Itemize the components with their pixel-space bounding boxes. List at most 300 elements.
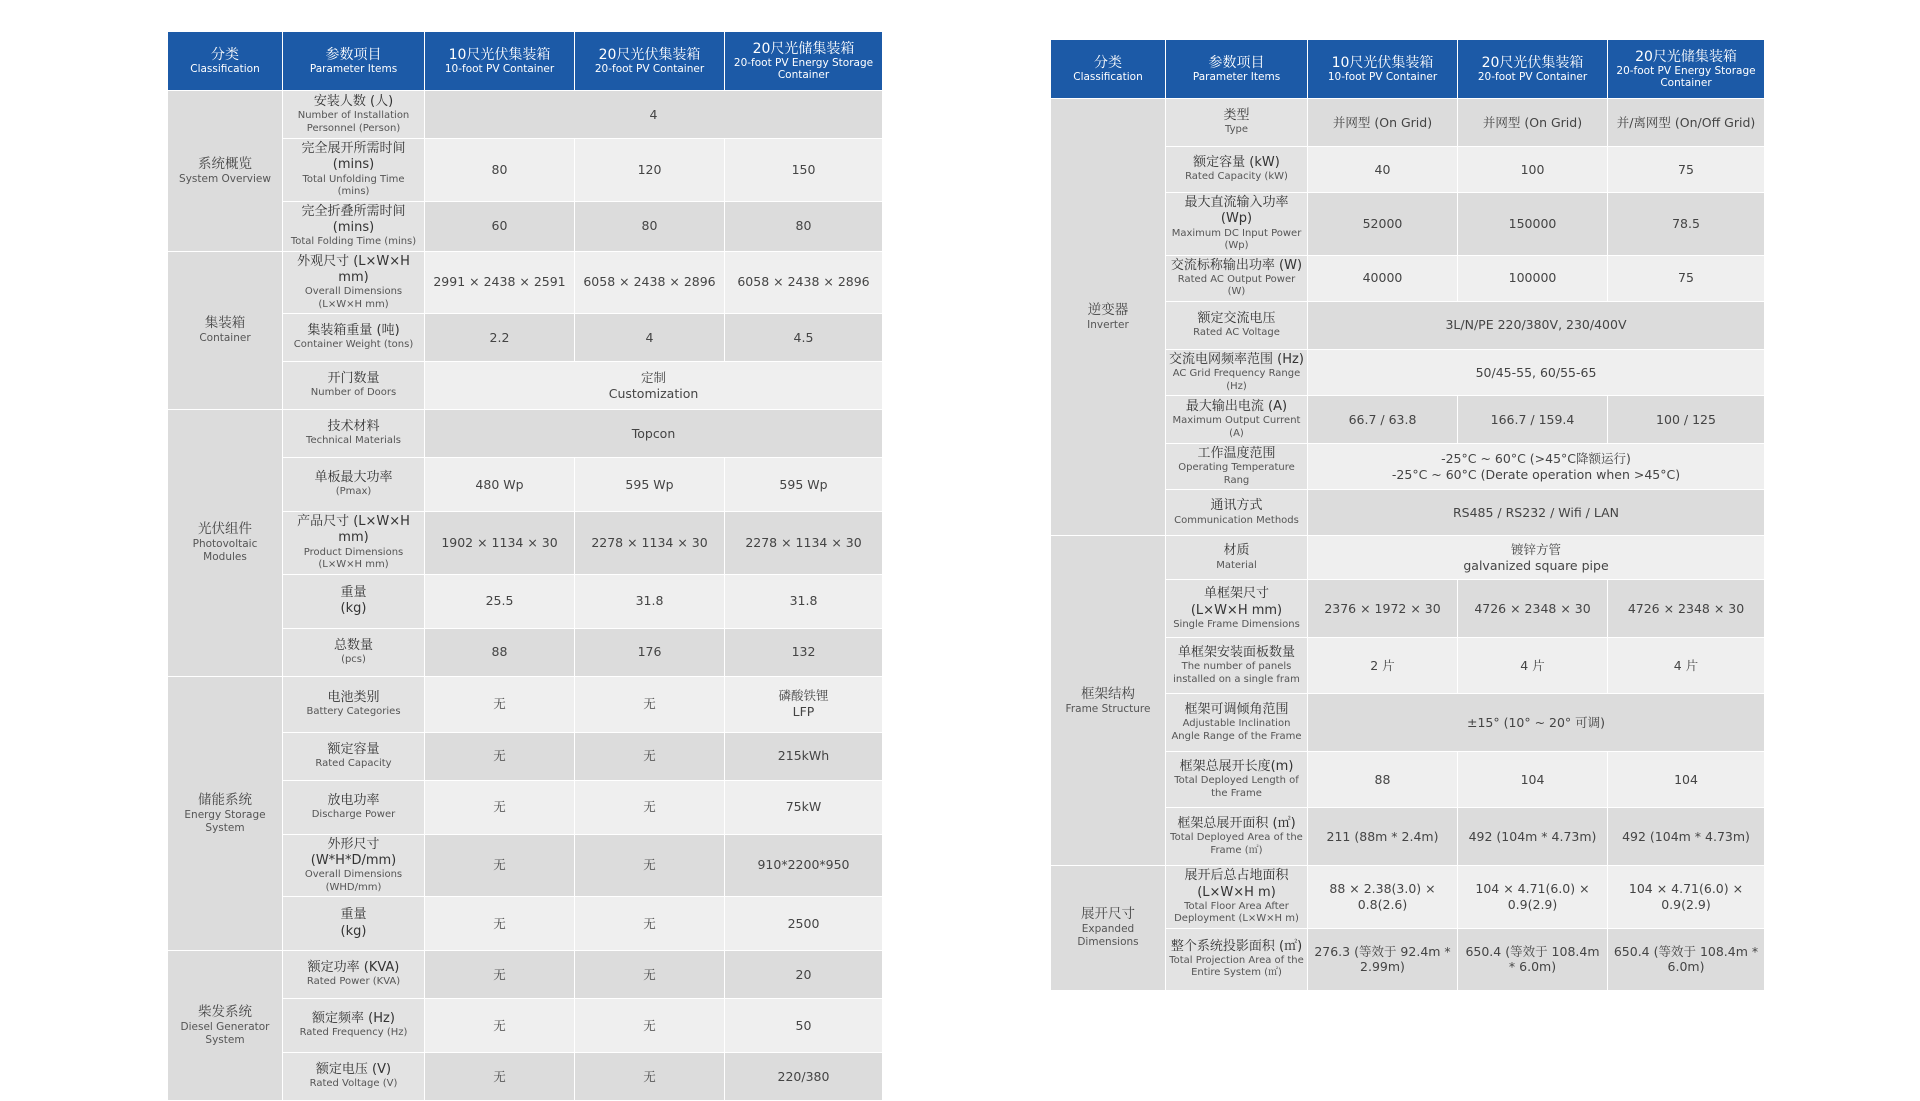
parameter-cell <box>1166 490 1308 536</box>
value-cell <box>1308 396 1458 444</box>
value-text: 2.2 <box>489 329 510 345</box>
value-text: 4.5 <box>793 329 814 345</box>
parameter-zh-unit: (L×W×H mm) <box>1190 602 1283 618</box>
parameter-zh-unit: (kg) <box>340 601 367 616</box>
category-zh: 集装箱 <box>204 315 246 332</box>
value-text: 100000 <box>1508 270 1557 286</box>
column-header-zh: 20尺光储集装箱 <box>752 40 855 57</box>
parameter-en: Technical Materials <box>306 435 401 447</box>
value-cell <box>1458 580 1608 638</box>
column-header-zh: 10尺光伏集装箱 <box>448 46 551 63</box>
parameter-cell <box>1166 147 1308 193</box>
value-text: 80 <box>641 218 658 234</box>
parameter-zh: 材质 <box>1223 543 1250 559</box>
parameter-zh: 额定交流电压 <box>1197 310 1276 326</box>
value-cell <box>1458 255 1608 301</box>
value-cell <box>1308 99 1458 147</box>
table-row <box>168 951 883 999</box>
parameter-en: Communication Methods <box>1174 514 1299 526</box>
value-cell <box>425 512 575 575</box>
parameter-cell <box>283 676 425 732</box>
value-cell <box>725 251 883 314</box>
parameter-en: Product Dimensions (L×W×H mm) <box>303 546 404 570</box>
value-text: 无 <box>643 857 656 873</box>
value-cell <box>425 897 575 951</box>
value-text: 无 <box>643 1068 656 1084</box>
value-cell <box>575 314 725 362</box>
value-text: 88 <box>491 644 508 660</box>
parameter-en: AC Grid Frequency Range (Hz) <box>1172 368 1301 392</box>
value-text: 492 (104m * 4.73m) <box>1468 828 1597 844</box>
parameter-cell <box>1166 928 1308 990</box>
value-text: 650.4 (等效于 108.4m * 6.0m) <box>1613 943 1759 975</box>
parameter-en: (Pmax) <box>335 486 372 498</box>
column-header <box>1608 40 1765 99</box>
parameter-cell <box>1166 396 1308 444</box>
value-cell <box>1608 193 1765 256</box>
value-text: 无 <box>643 915 656 931</box>
value-cell <box>725 834 883 897</box>
value-cell <box>425 458 575 512</box>
value-text: 595 Wp <box>779 476 828 492</box>
value-cell <box>425 1053 575 1101</box>
value-cell <box>725 780 883 834</box>
value-cell <box>1458 752 1608 808</box>
category-en: Photovoltaic Modules <box>192 538 258 564</box>
category-cell <box>168 410 283 677</box>
value-text: 4726 × 2348 × 30 <box>1627 600 1745 616</box>
parameter-zh: 安装人数 (人) <box>313 93 394 109</box>
category-zh: 柴发系统 <box>198 1003 252 1020</box>
merged-value-cell <box>1308 490 1765 536</box>
parameter-zh: 框架可调倾角范围 <box>1184 702 1289 718</box>
parameter-zh: 工作温度范围 <box>1197 446 1276 461</box>
value-text: 定制 <box>640 369 666 385</box>
value-text: 3L/N/PE 220/380V, 230/400V <box>1445 317 1627 333</box>
category-zh: 光伏组件 <box>198 521 252 538</box>
category-cell <box>1051 866 1166 991</box>
value-text: 无 <box>643 966 656 982</box>
value-text: -25°C ~ 60°C (>45°C降额运行) <box>1441 451 1631 466</box>
value-cell <box>725 574 883 628</box>
parameter-zh: 重量 <box>340 584 367 600</box>
column-header-en: 10-foot PV Container <box>1327 71 1438 84</box>
value-cell <box>725 897 883 951</box>
parameter-en: Overall Dimensions (L×W×H mm) <box>304 286 403 310</box>
parameter-zh: 交流电网频率范围 (Hz) <box>1169 351 1304 367</box>
value-text: 150 <box>791 161 816 177</box>
category-zh: 展开尺寸 <box>1081 906 1135 923</box>
category-cell <box>168 91 283 252</box>
value-cell <box>575 732 725 780</box>
value-cell <box>1608 99 1765 147</box>
value-text: Topcon <box>631 425 676 441</box>
value-cell <box>575 999 725 1053</box>
parameter-cell <box>1166 349 1308 395</box>
value-cell <box>1458 866 1608 929</box>
value-cell <box>1308 638 1458 694</box>
column-header-en: 20-foot PV Energy Storage Container <box>733 56 874 82</box>
table-row <box>168 676 883 732</box>
value-text: 66.7 / 63.8 <box>1348 411 1417 427</box>
parameter-cell <box>1166 193 1308 256</box>
parameter-zh: 技术材料 <box>327 419 380 435</box>
right-spec-table <box>1050 39 1765 991</box>
parameter-zh: 重量 <box>340 907 367 923</box>
value-cell <box>1608 752 1765 808</box>
category-zh: 框架结构 <box>1081 685 1135 702</box>
parameter-zh: 单框架尺寸 <box>1203 586 1269 602</box>
category-cell <box>168 951 283 1101</box>
value-cell <box>1458 193 1608 256</box>
parameter-zh: 额定频率 (Hz) <box>312 1011 395 1027</box>
parameter-en: (pcs) <box>341 653 366 665</box>
column-header-zh: 20尺光伏集装箱 <box>598 46 701 63</box>
parameter-en: Rated Capacity (kW) <box>1185 171 1288 183</box>
parameter-zh: 外形尺寸 (W*H*D/mm) <box>310 836 397 868</box>
value-text: 480 Wp <box>475 476 524 492</box>
value-cell <box>1608 928 1765 990</box>
value-text: 无 <box>493 857 506 873</box>
merged-value-cell <box>425 362 883 410</box>
parameter-zh: 总数量 <box>333 637 373 653</box>
parameter-en: The number of panels installed on a single fram <box>1173 661 1300 685</box>
value-cell <box>725 201 883 251</box>
value-text-en: LFP <box>792 704 815 719</box>
value-cell <box>575 251 725 314</box>
value-text: 无 <box>643 1017 656 1033</box>
parameter-en: Maximum DC Input Power (Wp) <box>1171 227 1302 251</box>
parameter-en: Overall Dimensions (WHD/mm) <box>304 869 403 893</box>
parameter-cell <box>1166 694 1308 752</box>
value-cell <box>575 951 725 999</box>
value-text: 1902 × 1134 × 30 <box>441 534 558 550</box>
value-text-en: Customization <box>608 385 699 401</box>
value-text: RS485 / RS232 / Wifi / LAN <box>1452 504 1619 520</box>
parameter-en: Discharge Power <box>311 808 396 820</box>
value-text: 并网型 (On Grid) <box>1332 114 1433 130</box>
value-text: 4 <box>649 106 658 122</box>
parameter-zh: 交流标称输出功率 (W) <box>1170 257 1303 273</box>
value-text: 50/45-55, 60/55-65 <box>1475 364 1597 380</box>
value-cell <box>575 628 725 676</box>
column-header-zh: 10尺光伏集装箱 <box>1331 54 1434 71</box>
value-text: 无 <box>493 696 506 712</box>
parameter-cell <box>1166 866 1308 929</box>
value-text: 31.8 <box>789 593 818 609</box>
value-text: 132 <box>791 644 816 660</box>
value-cell <box>575 897 725 951</box>
value-text: 78.5 <box>1672 215 1700 231</box>
parameter-zh: 类型 <box>1223 108 1250 124</box>
value-cell <box>425 628 575 676</box>
value-cell <box>725 139 883 202</box>
parameter-cell <box>283 314 425 362</box>
value-text: 40000 <box>1362 270 1403 286</box>
parameter-en: Rated Voltage (V) <box>309 1078 398 1090</box>
column-header <box>1458 40 1608 99</box>
value-cell <box>425 834 575 897</box>
header-row <box>168 32 883 91</box>
value-text: 60 <box>491 218 508 234</box>
parameter-cell <box>283 512 425 575</box>
value-cell <box>575 676 725 732</box>
value-cell <box>1308 147 1458 193</box>
value-text: 88 × 2.38(3.0) × 0.8(2.6) <box>1329 881 1436 912</box>
parameter-zh: 产品尺寸 (L×W×H mm) <box>297 514 410 546</box>
value-text: 无 <box>643 799 656 815</box>
parameter-cell <box>283 574 425 628</box>
value-text: 80 <box>491 161 508 177</box>
category-en: System Overview <box>179 172 271 185</box>
parameter-en: Total Deployed Length of the Frame <box>1174 775 1299 799</box>
category-en: Energy Storage System <box>184 808 266 834</box>
parameter-cell <box>1166 808 1308 866</box>
parameter-zh: 额定容量 <box>327 741 380 757</box>
category-en: Container <box>199 332 251 345</box>
parameter-cell <box>283 362 425 410</box>
value-cell <box>425 999 575 1053</box>
column-header <box>1051 40 1166 99</box>
table-row <box>1051 866 1765 929</box>
parameter-cell <box>1166 255 1308 301</box>
category-cell <box>168 676 283 951</box>
value-text: 无 <box>493 1068 506 1084</box>
column-header-zh: 参数项目 <box>1208 54 1265 71</box>
parameter-cell <box>1166 444 1308 490</box>
parameter-en: Rated AC Output Power (W) <box>1177 273 1296 298</box>
parameter-en: Material <box>1216 559 1257 571</box>
value-cell <box>575 458 725 512</box>
value-cell <box>425 201 575 251</box>
column-header-zh: 20尺光伏集装箱 <box>1481 54 1584 71</box>
value-cell <box>1308 580 1458 638</box>
column-header-en: Parameter Items <box>1192 71 1281 84</box>
value-text: 2 片 <box>1370 657 1395 673</box>
column-header-zh: 参数项目 <box>325 46 382 63</box>
value-text: 并网型 (On Grid) <box>1482 114 1583 130</box>
value-cell <box>1458 396 1608 444</box>
parameter-en: Rated Frequency (Hz) <box>299 1027 408 1039</box>
value-cell <box>1608 866 1765 929</box>
parameter-cell <box>283 139 425 202</box>
value-text: 无 <box>493 748 506 764</box>
value-cell <box>1308 255 1458 301</box>
parameter-en: Rated Capacity <box>315 757 392 769</box>
parameter-zh-unit: (L×W×H m) <box>1197 884 1276 900</box>
parameter-zh: 通讯方式 <box>1210 498 1263 514</box>
value-text: 磷酸铁锂 <box>778 688 829 704</box>
column-header-en: 20-foot PV Container <box>1477 71 1588 84</box>
value-cell <box>1608 580 1765 638</box>
parameter-zh: 框架总展开面积 (㎡) <box>1177 816 1296 832</box>
parameter-zh: 放电功率 <box>327 792 380 808</box>
value-text: 100 / 125 <box>1656 411 1716 427</box>
parameter-en: Number of Doors <box>310 387 397 399</box>
parameter-cell <box>283 458 425 512</box>
parameter-cell <box>283 91 425 139</box>
parameter-zh: 单框架安装面板数量 <box>1177 645 1295 661</box>
category-en: Frame Structure <box>1065 702 1151 715</box>
value-cell <box>725 999 883 1053</box>
column-header-en: Parameter Items <box>309 63 398 76</box>
parameter-en: Type <box>1225 124 1248 136</box>
column-header-zh: 20尺光储集装箱 <box>1635 48 1737 65</box>
value-text: 无 <box>493 1017 506 1033</box>
value-text: 无 <box>643 748 656 764</box>
column-header <box>425 32 575 91</box>
value-text: 无 <box>493 799 506 815</box>
parameter-cell <box>283 1053 425 1101</box>
value-cell <box>1458 928 1608 990</box>
value-cell <box>575 1053 725 1101</box>
parameter-cell <box>1166 301 1308 349</box>
table-row <box>168 91 883 139</box>
parameter-en: Single Frame Dimensions <box>1173 618 1300 630</box>
parameter-zh: 额定电压 (V) <box>315 1062 392 1078</box>
category-zh: 逆变器 <box>1087 302 1129 319</box>
value-text: 6058 × 2438 × 2896 <box>737 274 870 290</box>
parameter-en: Battery Categories <box>306 705 401 717</box>
parameter-zh: 外观尺寸 (L×W×H mm) <box>297 253 410 285</box>
value-text: 40 <box>1374 161 1391 177</box>
value-cell <box>575 139 725 202</box>
column-header <box>575 32 725 91</box>
header-row <box>1051 40 1765 99</box>
parameter-zh: 完全展开所需时间 (mins) <box>301 141 406 173</box>
value-cell <box>425 780 575 834</box>
parameter-zh: 额定容量 (kW) <box>1193 155 1280 171</box>
merged-value-cell <box>425 410 883 458</box>
parameter-en: Maximum Output Current (A) <box>1172 415 1301 439</box>
value-cell <box>1608 255 1765 301</box>
value-cell <box>725 512 883 575</box>
parameter-zh: 集装箱重量 (吨) <box>307 323 400 339</box>
parameter-cell <box>283 897 425 951</box>
category-cell <box>1051 99 1166 536</box>
parameter-cell <box>283 999 425 1053</box>
parameter-en: Total Floor Area After Deployment (L×W×H m) <box>1174 900 1299 925</box>
parameter-en: Total Projection Area of the Entire System (㎡) <box>1169 954 1304 979</box>
value-cell <box>1308 866 1458 929</box>
parameter-zh: 框架总展开长度(m) <box>1179 759 1294 775</box>
left-spec-table <box>167 31 883 1101</box>
value-cell <box>425 676 575 732</box>
value-cell <box>575 834 725 897</box>
parameter-zh: 最大直流输入功率 (Wp) <box>1184 195 1289 227</box>
value-text: 2278 × 1134 × 30 <box>745 534 862 550</box>
value-text: ±15° (10° ~ 20° 可调) <box>1466 714 1606 730</box>
column-header-zh: 分类 <box>211 46 239 63</box>
value-text: 镀锌方管 <box>1510 542 1561 558</box>
column-header <box>1166 40 1308 99</box>
value-cell <box>575 201 725 251</box>
value-text-en: -25°C ~ 60°C (Derate operation when >45°C) <box>1391 466 1681 482</box>
category-zh: 储能系统 <box>198 791 252 808</box>
parameter-en: Adjustable Inclination Angle Range of the Frame <box>1171 718 1302 742</box>
value-cell <box>425 574 575 628</box>
value-text: 75 <box>1678 161 1694 177</box>
parameter-en: Number of Installation Personnel (Person) <box>297 110 410 134</box>
value-text: 75 <box>1678 270 1694 286</box>
value-cell <box>1608 638 1765 694</box>
column-header-en: Classification <box>190 63 260 76</box>
parameter-zh: 单板最大功率 <box>314 470 393 486</box>
value-text: 104 <box>1674 771 1698 787</box>
category-en: Expanded Dimensions <box>1077 923 1139 949</box>
value-text: 100 <box>1520 161 1545 177</box>
parameter-cell <box>283 951 425 999</box>
value-text: 88 <box>1374 771 1391 787</box>
value-cell <box>1458 808 1608 866</box>
value-cell <box>725 458 883 512</box>
column-header <box>725 32 883 91</box>
value-cell <box>725 951 883 999</box>
value-text: 4726 × 2348 × 30 <box>1474 600 1591 616</box>
value-text: 166.7 / 159.4 <box>1490 411 1575 427</box>
value-cell <box>575 780 725 834</box>
merged-value-cell <box>1308 349 1765 395</box>
parameter-cell <box>283 201 425 251</box>
parameter-cell <box>1166 580 1308 638</box>
column-header <box>283 32 425 91</box>
column-header-en: Classification <box>1073 71 1143 84</box>
column-header-en: 10-foot PV Container <box>444 63 555 76</box>
value-text: 并/离网型 (On/Off Grid) <box>1616 114 1756 130</box>
column-header-en: 20-foot PV Energy Storage Container <box>1616 64 1756 90</box>
value-text: 2500 <box>787 915 820 931</box>
parameter-cell <box>1166 752 1308 808</box>
value-text: 276.3 (等效于 92.4m * 2.99m) <box>1314 943 1451 975</box>
parameter-cell <box>283 780 425 834</box>
value-text: 80 <box>795 218 812 234</box>
parameter-zh-unit: (kg) <box>340 923 367 939</box>
parameter-en: Total Deployed Area of the Frame (㎡) <box>1170 832 1303 856</box>
value-text: 176 <box>637 644 662 660</box>
parameter-cell <box>283 251 425 314</box>
parameter-en: Rated AC Voltage <box>1193 327 1280 339</box>
value-cell <box>1308 193 1458 256</box>
value-text: 52000 <box>1362 215 1403 231</box>
value-cell <box>1608 147 1765 193</box>
parameter-cell <box>1166 638 1308 694</box>
category-zh: 系统概览 <box>198 155 252 172</box>
value-cell <box>575 574 725 628</box>
value-text: 20 <box>795 966 812 982</box>
value-text: 2376 × 1972 × 30 <box>1324 600 1441 616</box>
value-cell <box>425 732 575 780</box>
merged-value-cell <box>1308 536 1765 580</box>
value-text-en: galvanized square pipe <box>1463 557 1609 573</box>
column-header <box>168 32 283 91</box>
value-text: 104 <box>1520 771 1545 787</box>
table-row <box>168 410 883 458</box>
parameter-cell <box>1166 536 1308 580</box>
value-cell <box>1308 752 1458 808</box>
table-row <box>168 251 883 314</box>
parameter-zh: 电池类别 <box>327 689 380 705</box>
value-text: 211 (88m * 2.4m) <box>1326 828 1439 844</box>
value-text: 无 <box>643 696 656 712</box>
parameter-cell <box>283 410 425 458</box>
value-cell <box>425 314 575 362</box>
value-text: 220/380 <box>777 1068 830 1084</box>
parameter-zh: 额定功率 (KVA) <box>307 960 400 976</box>
value-cell <box>425 951 575 999</box>
value-cell <box>725 676 883 732</box>
parameter-zh: 开门数量 <box>327 371 380 387</box>
value-text: 150000 <box>1508 215 1557 231</box>
